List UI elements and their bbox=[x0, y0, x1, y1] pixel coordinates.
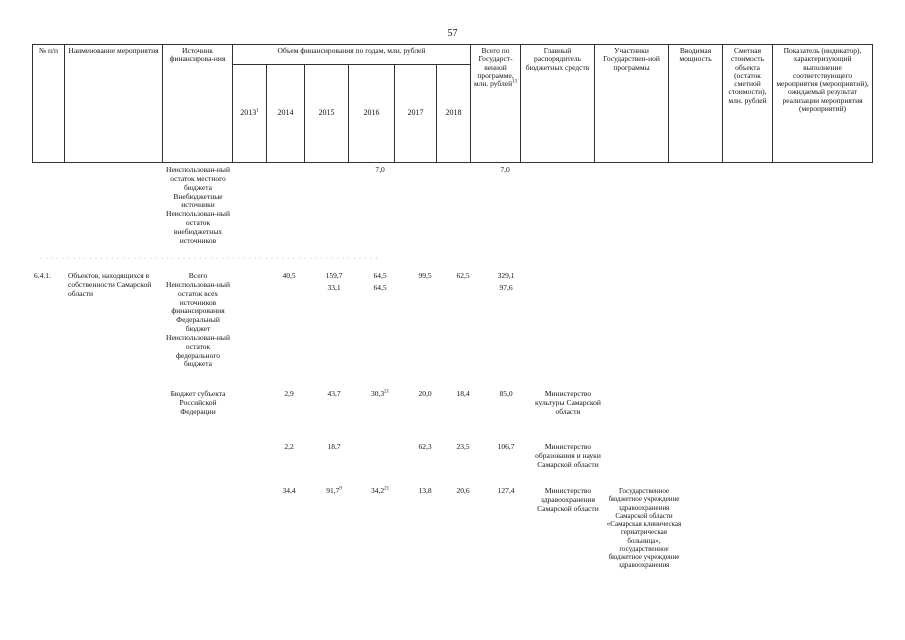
unused-2015: 33,1 bbox=[327, 283, 341, 292]
r1-2015: 43,7 bbox=[327, 389, 341, 398]
r1-total: 85,0 bbox=[499, 389, 513, 398]
page-number: 57 bbox=[447, 28, 458, 39]
vsego-2018: 62,5 bbox=[456, 271, 470, 280]
regional-source: Бюджет субъекта Российской Федерации bbox=[170, 389, 226, 416]
r3-2018: 20,6 bbox=[456, 486, 470, 495]
header-indicator: Показатель (индикатор), характеризующий выполнение соответствующего мероприятия (мероприятий), ожидаемый результат реализации мероприятия (мероприятий) bbox=[773, 45, 873, 163]
header-year-2014: 2014 bbox=[267, 65, 305, 163]
r3-total: 127,4 bbox=[497, 486, 515, 495]
r2-2017: 62,3 bbox=[418, 442, 432, 451]
vsego-2017: 99,5 bbox=[418, 271, 432, 280]
header-total: Всего по Государст-венной программе, млн. рублей$^{13}$ bbox=[471, 45, 521, 163]
r3-manager: Министерство здравоохранения Самарской области bbox=[537, 486, 599, 513]
r1-2016: 30,3$^{21}$ bbox=[370, 389, 390, 398]
vsego-2014: 40,5 bbox=[282, 271, 296, 280]
header-manager: Главный распорядитель бюджетных средств bbox=[521, 45, 595, 163]
header-year-2016: 2016 bbox=[349, 65, 395, 163]
r2-2018: 23,5 bbox=[456, 442, 470, 451]
item-name: Объектов, находящихся в собственности Самарской области bbox=[68, 271, 152, 298]
header-capacity: Вводимая мощность bbox=[669, 45, 723, 163]
item-source: Всего Неиспользован-ный остаток всех источников финансирования Федеральный бюджет Неиспользован-ный остаток федерального бюджета bbox=[166, 271, 230, 369]
r2-manager: Министерство образования и науки Самарской области bbox=[535, 442, 601, 469]
vsego-2015: 159,7 bbox=[325, 271, 343, 280]
header-year-2017: 2017 bbox=[395, 65, 437, 163]
top-total: 7,0 bbox=[500, 165, 510, 174]
header-num: № п/п bbox=[33, 45, 65, 163]
r3-2015: 91,7$^9$ bbox=[326, 486, 342, 495]
r3-2016: 34,2$^{21}$ bbox=[370, 486, 390, 495]
r2-2015: 18,7 bbox=[327, 442, 341, 451]
header-source: Источник финансирова-ния bbox=[163, 45, 233, 163]
r2-total: 106,7 bbox=[497, 442, 515, 451]
item-number: 6.4.1. bbox=[34, 271, 51, 280]
r2-2014: 2,2 bbox=[284, 442, 294, 451]
header-year-2018: 2018 bbox=[437, 65, 471, 163]
r3-participant: Государственное бюджетное учреждение здравоохранения Самарской области «Самарская клиническая гериатрическая больница», государственное бюджетное учреждение здравоохранения bbox=[606, 487, 682, 570]
header-name: Наименование мероприятия bbox=[65, 45, 163, 163]
unused-total: 97,6 bbox=[499, 283, 513, 292]
header-volume: Объем финансирования по годам, млн. рублей bbox=[233, 45, 471, 65]
source-top-block: Неиспользован-ный остаток местного бюджета Внебюджетные источники Неиспользован-ный остаток внебюджетных источников bbox=[166, 165, 230, 245]
table-header bbox=[32, 44, 873, 163]
header-year-2015: 2015 bbox=[305, 65, 349, 163]
vsego-2016: 64,5 bbox=[373, 271, 387, 280]
dotted-separator: · · · · · · · · · · · · · · · · · · · · · · · · · · · · · · · · · · · · · · · · · · · · · · · · · · · · · · · · · · · · · · bbox=[40, 256, 379, 262]
header-estimate: Сметная стоимость объекта (остаток сметной стоимости), млн. рублей bbox=[723, 45, 773, 163]
top-2016: 7,0 bbox=[375, 165, 385, 174]
r1-manager: Министерство культуры Самарской области bbox=[535, 389, 601, 416]
r1-2018: 18,4 bbox=[456, 389, 470, 398]
r3-2014: 34,4 bbox=[282, 486, 296, 495]
r3-2017: 13,8 bbox=[418, 486, 432, 495]
header-participants: Участники Государствен-ной программы bbox=[595, 45, 669, 163]
vsego-total: 329,1 bbox=[497, 271, 515, 280]
header-year-2013: 2013$^1$ bbox=[233, 65, 267, 163]
r1-2017: 20,0 bbox=[418, 389, 432, 398]
unused-2016: 64,5 bbox=[373, 283, 387, 292]
r1-2014: 2,9 bbox=[284, 389, 294, 398]
